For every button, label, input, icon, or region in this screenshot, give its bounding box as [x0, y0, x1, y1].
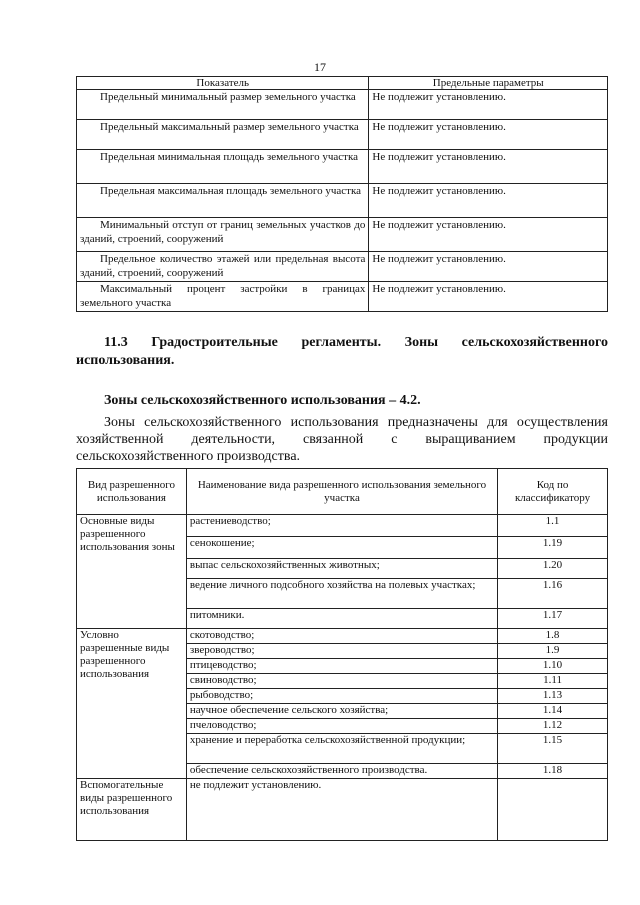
table-row [77, 150, 608, 184]
use-code: 1.10 [498, 659, 608, 674]
use-name: выпас сельскохозяйственных животных; [186, 559, 497, 579]
use-code: 1.11 [498, 674, 608, 689]
use-name: птицеводство; [186, 659, 497, 674]
page-number: 17 [314, 60, 326, 74]
zone-paragraph: Зоны сельскохозяйственного использования предназначены для осуществления хозяйственной деятельности, связанной с выращиванием продукции сельскохозяйственного производства. [76, 415, 608, 464]
use-name: хранение и переработка сельскохозяйственной продукции; [186, 734, 497, 764]
use-code: 1.1 [498, 515, 608, 537]
use-code: 1.19 [498, 537, 608, 559]
use-name: ведение личного подсобного хозяйства на полевых участках; [186, 579, 497, 609]
use-code: 1.17 [498, 609, 608, 629]
use-name: сенокошение; [186, 537, 497, 559]
group-label: Основные виды разрешенного использования зоны [77, 515, 187, 629]
value-cell: Не подлежит установлению. [369, 120, 608, 150]
group-label: Вспомогательные виды разрешенного использования [77, 779, 187, 841]
use-name: обеспечение сельскохозяйственного производства. [186, 764, 497, 779]
use-code: 1.20 [498, 559, 608, 579]
value-cell: Не подлежит установлению. [369, 184, 608, 218]
table-row [77, 282, 608, 312]
use-code: 1.9 [498, 644, 608, 659]
table-row [77, 218, 608, 252]
indicator-cell: Предельная максимальная площадь земельного участка [100, 185, 362, 197]
use-name: звероводство; [186, 644, 497, 659]
indicator-cell: Предельная минимальная площадь земельного участка [100, 151, 359, 163]
column-header-limits: Предельные параметры [369, 77, 608, 90]
use-code: 1.8 [498, 629, 608, 644]
table-row [77, 629, 608, 644]
value-cell: Не подлежит установлению. [369, 252, 608, 282]
use-code: 1.12 [498, 719, 608, 734]
use-name: скотоводство; [186, 629, 497, 644]
section-heading: 11.3 Градостроительные регламенты. Зоны сельскохозяйственного использования. [76, 335, 608, 368]
use-code: 1.13 [498, 689, 608, 704]
use-name: свиноводство; [186, 674, 497, 689]
table-row [77, 90, 608, 120]
use-name: питомники. [186, 609, 497, 629]
table-row [77, 252, 608, 282]
indicator-cell: Предельный максимальный размер земельного участка [100, 121, 359, 133]
column-header-indicator: Показатель [77, 77, 369, 90]
indicator-cell: Предельный минимальный размер земельного участка [100, 91, 356, 103]
value-cell: Не подлежит установлению. [369, 90, 608, 120]
use-code: 1.18 [498, 764, 608, 779]
use-name: пчеловодство; [186, 719, 497, 734]
use-name: научное обеспечение сельского хозяйства; [186, 704, 497, 719]
use-name: рыбоводство; [186, 689, 497, 704]
parameters-table [76, 76, 608, 312]
value-cell: Не подлежит установлению. [369, 282, 608, 312]
zone-heading: Зоны сельскохозяйственного использования – 4.2. [104, 393, 421, 408]
table-header-row [77, 469, 608, 515]
value-cell: Не подлежит установлению. [369, 150, 608, 184]
use-name: не подлежит установлению. [186, 779, 497, 841]
use-name: растениеводство; [186, 515, 497, 537]
table-row [77, 120, 608, 150]
permitted-use-table [76, 468, 608, 841]
table-row [77, 515, 608, 537]
value-cell: Не подлежит установлению. [369, 218, 608, 252]
use-code: 1.16 [498, 579, 608, 609]
table-header-row [77, 77, 608, 90]
group-label: Условно разрешенные виды разрешенного использования [77, 629, 187, 779]
indicator-cell: Максимальный процент застройки в границах земельного участка [80, 283, 366, 309]
table-row [77, 779, 608, 841]
column-header-type: Вид разрешенного использования [77, 469, 187, 515]
table-row [77, 184, 608, 218]
indicator-cell: Предельное количество этажей или предельная высота зданий, строений, сооружений [80, 253, 366, 279]
column-header-code: Код по классификатору [498, 469, 608, 515]
column-header-name: Наименование вида разрешенного использования земельного участка [186, 469, 497, 515]
use-code [498, 779, 608, 841]
use-code: 1.15 [498, 734, 608, 764]
indicator-cell: Минимальный отступ от границ земельных участков до зданий, строений, сооружений [80, 219, 366, 245]
use-code: 1.14 [498, 704, 608, 719]
